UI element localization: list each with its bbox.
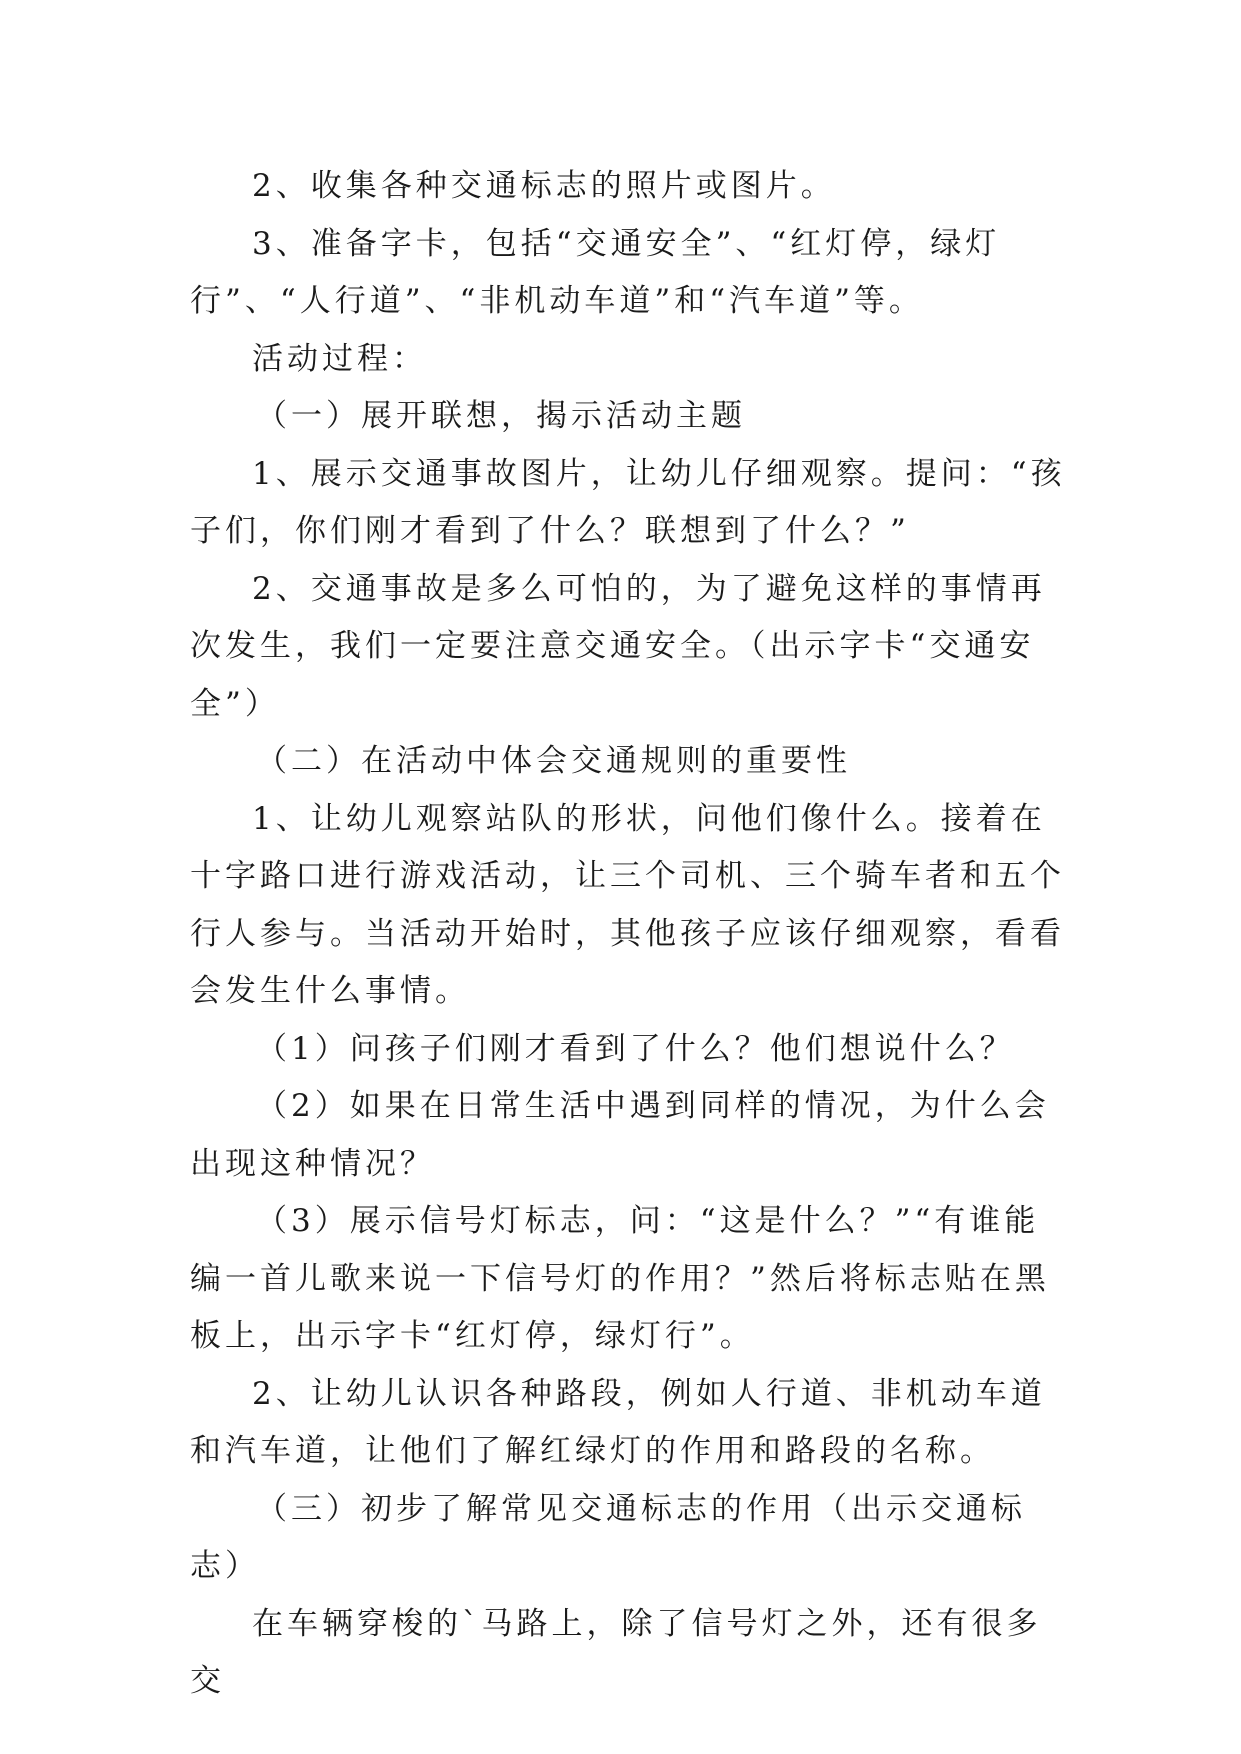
paragraph-question-2: （2）如果在日常生活中遇到同样的情况，为什么会出现这种情况？ — [190, 1088, 1050, 1182]
paragraph-question-3: （3）展示信号灯标志，问：“这是什么？”“有谁能编一首儿歌来说一下信号灯的作用？”然后将标志贴在黑板上，出示字卡“红灯停，绿灯行”。 — [190, 1203, 1050, 1354]
paragraph-word-cards: 3、准备字卡，包括“交通安全”、“红灯停，绿灯行”、“人行道”、“非机动车道”和“汽车道”等。 — [190, 225, 1001, 319]
paragraph-question-1: （1）问孩子们刚才看到了什么？他们想说什么？ — [256, 1030, 1015, 1067]
section-heading-3: （三）初步了解常见交通标志的作用（出示交通标志） — [190, 1490, 1026, 1584]
paragraph-accident-pictures: 1、展示交通事故图片，让幼儿仔细观察。提问：“孩子们，你们刚才看到了什么？联想到了什么？” — [190, 455, 1066, 549]
document-body — [190, 158, 1070, 1711]
paragraph-traffic-signs: 在车辆穿梭的`马路上，除了信号灯之外，还有很多交 — [190, 1605, 1042, 1699]
paragraph-road-sections: 2、让幼儿认识各种路段，例如人行道、非机动车道和汽车道，让他们了解红绿灯的作用和路段的名称。 — [190, 1375, 1046, 1469]
section-heading-2: （二）在活动中体会交通规则的重要性 — [256, 743, 851, 779]
paragraph-crossroad-game: 1、让幼儿观察站队的形状，问他们像什么。接着在十字路口进行游戏活动，让三个司机、三个骑车者和五个行人参与。当活动开始时，其他孩子应该仔细观察，看看会发生什么事情。 — [190, 800, 1065, 1009]
paragraph-activity-process: 活动过程： — [252, 340, 427, 377]
section-heading-1: （一）展开联想，揭示活动主题 — [256, 398, 746, 434]
paragraph-traffic-safety: 2、交通事故是多么可怕的，为了避免这样的事情再次发生，我们一定要注意交通安全。（出示字卡“交通安全”） — [190, 570, 1046, 722]
paragraph-collect-photos: 2、收集各种交通标志的照片或图片。 — [252, 168, 836, 204]
